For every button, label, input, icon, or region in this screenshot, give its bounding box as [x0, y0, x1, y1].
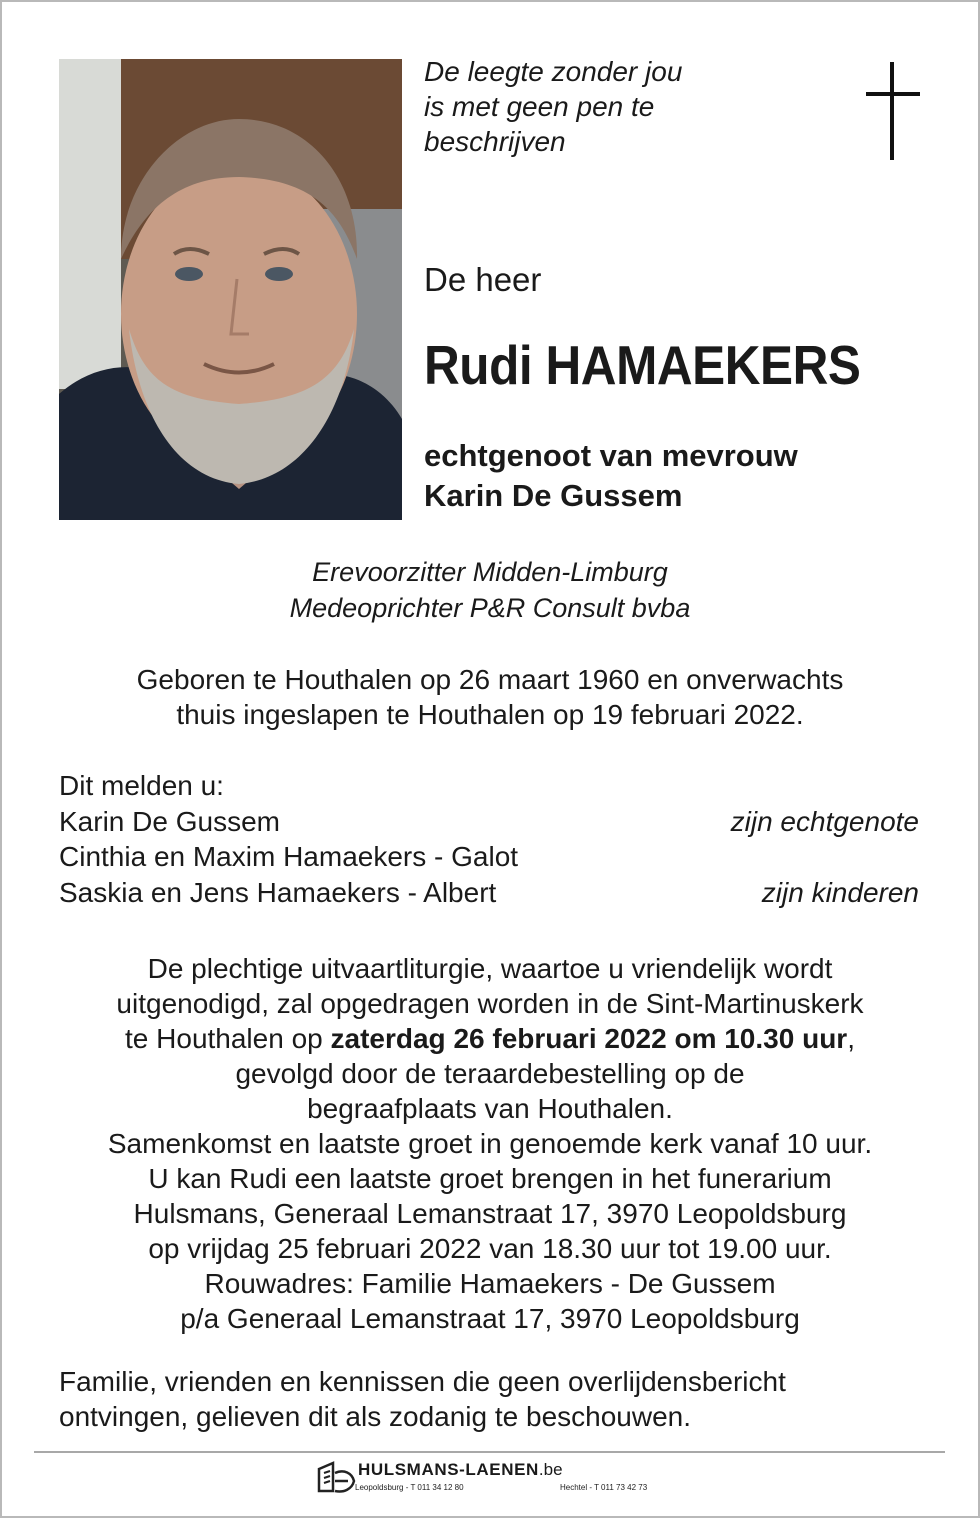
honorific-title: De heer: [424, 261, 542, 298]
brand-name: HULSMANS-LAENEN: [358, 1460, 539, 1479]
funeral-line: Samenkomst en laatste groet in genoemde kerk vanaf 10 uur.: [107, 1128, 873, 1159]
closing-note: [59, 1364, 786, 1434]
birth-line: Geboren te Houthalen op 26 maart 1960 en onverwachts: [136, 664, 844, 695]
funeral-line: Hulsmans, Generaal Lemanstraat 17, 3970 Leopoldsburg: [133, 1198, 847, 1229]
relative-name: Saskia en Jens Hamaekers - Albert: [59, 876, 497, 908]
relative-name: Cinthia en Maxim Hamaekers - Galot: [59, 841, 519, 872]
funeral-text: te Houthalen op: [125, 1023, 331, 1054]
announcement-list: [59, 768, 919, 910]
funeral-home-logo-icon: [316, 1461, 356, 1495]
poem-line: beschrijven: [424, 126, 566, 157]
deceased-name: Rudi HAMAEKERS: [424, 334, 861, 396]
role-line: Medeoprichter P&R Consult bvba: [289, 593, 691, 623]
portrait-photo: [59, 59, 402, 520]
funeral-line: p/a Generaal Lemanstraat 17, 3970 Leopoldsburg: [180, 1303, 800, 1334]
funeral-text: ,: [847, 1023, 855, 1054]
funeral-details: [0, 951, 980, 1336]
footer-location: Leopoldsburg - T 011 34 12 80: [355, 1483, 464, 1492]
closing-line: ontvingen, gelieven dit als zodanig te beschouwen.: [59, 1401, 691, 1432]
memorial-poem: [424, 54, 804, 159]
funeral-line: op vrijdag 25 februari 2022 van 18.30 uur tot 19.00 uur.: [148, 1233, 832, 1264]
funeral-line: begraafplaats van Houthalen.: [307, 1093, 673, 1124]
brand-domain: .be: [538, 1460, 563, 1479]
funeral-line: U kan Rudi een laatste groet brengen in het funerarium: [148, 1163, 832, 1194]
poem-line: De leegte zonder jou: [424, 56, 683, 87]
spouse-info: [424, 436, 798, 516]
roles-block: [0, 554, 980, 626]
announcement-heading: Dit melden u:: [59, 770, 224, 801]
funeral-line: [0, 1021, 980, 1056]
funeral-line: gevolgd door de teraardebestelling op de: [235, 1058, 745, 1089]
death-line: thuis ingeslapen te Houthalen op 19 februari 2022.: [176, 699, 804, 730]
closing-line: Familie, vrienden en kennissen die geen overlijdensbericht: [59, 1366, 786, 1397]
spouse-name: Karin De Gussem: [424, 478, 683, 513]
cross-icon: [862, 62, 922, 160]
footer-location: Hechtel - T 011 73 42 73: [560, 1483, 648, 1492]
footer-divider: [34, 1451, 945, 1453]
relative-name: Karin De Gussem: [59, 805, 280, 837]
funeral-datetime: zaterdag 26 februari 2022 om 10.30 uur: [330, 1023, 848, 1054]
funeral-line: uitgenodigd, zal opgedragen worden in de Sint-Martinuskerk: [116, 988, 864, 1019]
list-item: [59, 804, 919, 840]
funeral-line: Rouwadres: Familie Hamaekers - De Gussem: [204, 1268, 776, 1299]
list-item: [59, 875, 919, 911]
relation-label: zijn echtgenote: [730, 805, 919, 837]
funeral-line: De plechtige uitvaartliturgie, waartoe u vriendelijk wordt: [147, 953, 833, 984]
spouse-line: echtgenoot van mevrouw: [424, 438, 798, 473]
role-line: Erevoorzitter Midden-Limburg: [312, 557, 668, 587]
birth-death-block: [0, 662, 980, 732]
list-item: [59, 839, 919, 875]
relation-label: zijn kinderen: [761, 876, 919, 908]
funeral-home-brand: [358, 1459, 563, 1481]
poem-line: is met geen pen te: [424, 91, 655, 122]
